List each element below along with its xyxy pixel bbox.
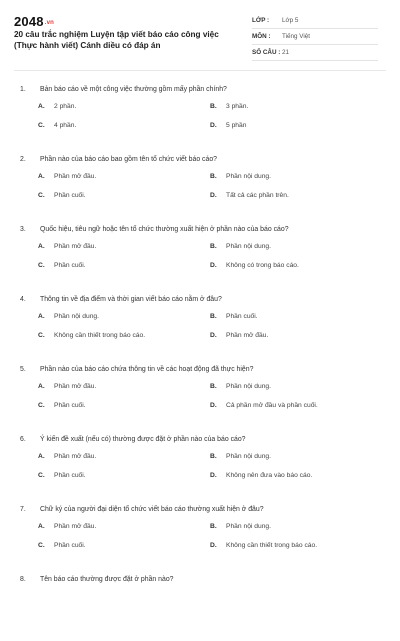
header-divider — [14, 70, 386, 71]
option-key: A. — [38, 243, 45, 250]
answer-option[interactable] — [210, 262, 400, 269]
option-key: A. — [38, 383, 45, 390]
option-row — [0, 97, 400, 116]
option-row — [0, 237, 400, 256]
question-text — [0, 501, 400, 517]
question-number: 7. — [20, 505, 26, 513]
question-list — [0, 81, 400, 641]
answer-option[interactable] — [0, 173, 210, 180]
answer-option[interactable] — [210, 472, 400, 479]
answer-option[interactable] — [210, 122, 400, 129]
meta-row-subject — [252, 29, 378, 45]
option-row — [0, 377, 400, 396]
answer-option[interactable] — [0, 523, 210, 530]
option-key: B. — [210, 523, 217, 530]
option-text: Phần cuối. — [54, 262, 86, 269]
question-body: Chữ ký của người đại diện tổ chức viết báo cáo thường xuất hiện ở đâu? — [40, 505, 264, 513]
option-row — [0, 186, 400, 205]
option-key: D. — [210, 402, 217, 409]
option-row — [0, 466, 400, 485]
option-key: D. — [210, 192, 217, 199]
option-key: C. — [38, 402, 45, 409]
page-title: 20 câu trắc nghiệm Luyện tập viết báo cáo công việc (Thực hành viết) Cánh diều có đáp án — [14, 30, 219, 50]
meta-key: MÔN : — [252, 33, 271, 40]
answer-option[interactable] — [0, 103, 210, 110]
question-number: 2. — [20, 155, 26, 163]
option-text: 4 phần. — [54, 122, 77, 129]
answer-option[interactable] — [210, 192, 400, 199]
question-item — [0, 431, 400, 501]
question-number: 6. — [20, 435, 26, 443]
option-text: Tất cả các phần trên. — [226, 192, 289, 199]
option-text: Không có trong báo cáo. — [226, 262, 299, 269]
meta-key: LỚP : — [252, 17, 270, 24]
answer-option[interactable] — [210, 243, 400, 250]
option-row — [0, 167, 400, 186]
question-text — [0, 81, 400, 97]
option-text: Phần nội dung. — [226, 173, 271, 180]
option-key: B. — [210, 243, 217, 250]
option-key: A. — [38, 523, 45, 530]
option-row — [0, 116, 400, 135]
option-text: Phần mở đầu. — [54, 453, 97, 460]
option-text: Phần cuối. — [54, 402, 86, 409]
question-text — [0, 151, 400, 167]
answer-option[interactable] — [210, 103, 400, 110]
meta-key: SỐ CÂU : — [252, 49, 281, 56]
site-logo[interactable] — [14, 14, 54, 29]
option-text: Phần mở đầu. — [54, 243, 97, 250]
option-text: Không cần thiết trong báo cáo. — [226, 542, 318, 549]
meta-value: Tiếng Việt — [282, 33, 311, 40]
answer-option[interactable] — [210, 542, 400, 549]
question-number: 5. — [20, 365, 26, 373]
option-key: B. — [210, 173, 217, 180]
option-key: B. — [210, 453, 217, 460]
question-body: Bản báo cáo về một công việc thường gồm mấy phần chính? — [40, 85, 227, 93]
option-key: C. — [38, 542, 45, 549]
question-body: Quốc hiệu, tiêu ngữ hoặc tên tổ chức thường xuất hiện ở phần nào của báo cáo? — [40, 225, 289, 233]
option-text: Phần nội dung. — [54, 313, 99, 320]
option-text: Phần cuối. — [54, 472, 86, 479]
option-key: D. — [210, 262, 217, 269]
option-text: Phần mở đầu. — [54, 383, 97, 390]
option-row — [0, 396, 400, 415]
question-item — [0, 151, 400, 221]
answer-option[interactable] — [0, 472, 210, 479]
question-item — [0, 501, 400, 571]
answer-option[interactable] — [0, 122, 210, 129]
question-body: Ý kiến đề xuất (nếu có) thường được đặt ở phần nào của báo cáo? — [40, 435, 246, 443]
answer-option[interactable] — [210, 383, 400, 390]
answer-option[interactable] — [0, 542, 210, 549]
question-item — [0, 571, 400, 641]
question-text — [0, 361, 400, 377]
answer-option[interactable] — [210, 402, 400, 409]
option-key: A. — [38, 173, 45, 180]
option-text: Cả phần mở đầu và phần cuối. — [226, 402, 318, 409]
option-key: C. — [38, 122, 45, 129]
option-row — [0, 256, 400, 275]
option-row — [0, 536, 400, 555]
option-key: A. — [38, 313, 45, 320]
answer-option[interactable] — [0, 192, 210, 199]
option-key: C. — [38, 472, 45, 479]
logo-domain: .vn — [44, 20, 55, 26]
answer-option[interactable] — [210, 523, 400, 530]
answer-option[interactable] — [0, 262, 210, 269]
question-item — [0, 81, 400, 151]
answer-option[interactable] — [0, 402, 210, 409]
answer-option[interactable] — [0, 383, 210, 390]
option-key: A. — [38, 103, 45, 110]
answer-option[interactable] — [210, 332, 400, 339]
option-text: 5 phần — [226, 122, 247, 129]
question-item — [0, 361, 400, 431]
option-text: Phần mở đầu. — [54, 173, 97, 180]
answer-option[interactable] — [210, 313, 400, 320]
option-key: D. — [210, 122, 217, 129]
option-key: C. — [38, 332, 45, 339]
meta-row-grade — [252, 13, 378, 29]
question-text — [0, 431, 400, 447]
option-text: Phần mở đầu. — [226, 332, 269, 339]
option-key: D. — [210, 332, 217, 339]
option-text: Phần nội dung. — [226, 453, 271, 460]
option-key: B. — [210, 103, 217, 110]
question-text — [0, 291, 400, 307]
question-number: 3. — [20, 225, 26, 233]
answer-option[interactable] — [210, 173, 400, 180]
answer-option[interactable] — [0, 453, 210, 460]
question-body: Phần nào của báo cáo chứa thông tin về các hoạt động đã thực hiện? — [40, 365, 254, 373]
answer-option[interactable] — [210, 453, 400, 460]
option-text: Phần mở đầu. — [54, 523, 97, 530]
question-number: 1. — [20, 85, 26, 93]
meta-value: 21 — [282, 49, 290, 56]
option-key: B. — [210, 313, 217, 320]
question-text — [0, 221, 400, 237]
meta-row-count — [252, 45, 378, 61]
option-text: Phần cuối. — [54, 542, 86, 549]
question-body: Phần nào của báo cáo bao gồm tên tổ chức viết báo cáo? — [40, 155, 218, 163]
option-text: 2 phần. — [54, 103, 77, 110]
question-text — [0, 571, 400, 587]
option-key: D. — [210, 542, 217, 549]
answer-option[interactable] — [0, 243, 210, 250]
question-item — [0, 291, 400, 361]
answer-option[interactable] — [0, 313, 210, 320]
meta-value: Lớp 5 — [282, 17, 299, 24]
option-row — [0, 447, 400, 466]
option-text: Phần nội dung. — [226, 523, 271, 530]
option-text: Phần cuối. — [226, 313, 258, 320]
question-number: 8. — [20, 575, 26, 583]
question-number: 4. — [20, 295, 26, 303]
question-body: Thông tin về địa điểm và thời gian viết báo cáo nằm ở đâu? — [40, 295, 222, 303]
quiz-meta — [252, 13, 378, 61]
option-text: 3 phần. — [226, 103, 249, 110]
question-item — [0, 221, 400, 291]
option-row — [0, 517, 400, 536]
option-text: Phần cuối. — [54, 192, 86, 199]
option-row — [0, 307, 400, 326]
option-key: C. — [38, 262, 45, 269]
option-key: B. — [210, 383, 217, 390]
page-header — [0, 0, 400, 62]
option-text: Phần nội dung. — [226, 243, 271, 250]
option-text: Không cần thiết trong báo cáo. — [54, 332, 146, 339]
logo-text: 2048 — [14, 14, 44, 29]
question-body: Tên báo cáo thường được đặt ở phần nào? — [40, 575, 174, 583]
option-key: A. — [38, 453, 45, 460]
answer-option[interactable] — [0, 332, 210, 339]
option-text: Không nên đưa vào báo cáo. — [226, 472, 313, 479]
option-row — [0, 326, 400, 345]
option-key: D. — [210, 472, 217, 479]
option-key: C. — [38, 192, 45, 199]
option-text: Phần nội dung. — [226, 383, 271, 390]
